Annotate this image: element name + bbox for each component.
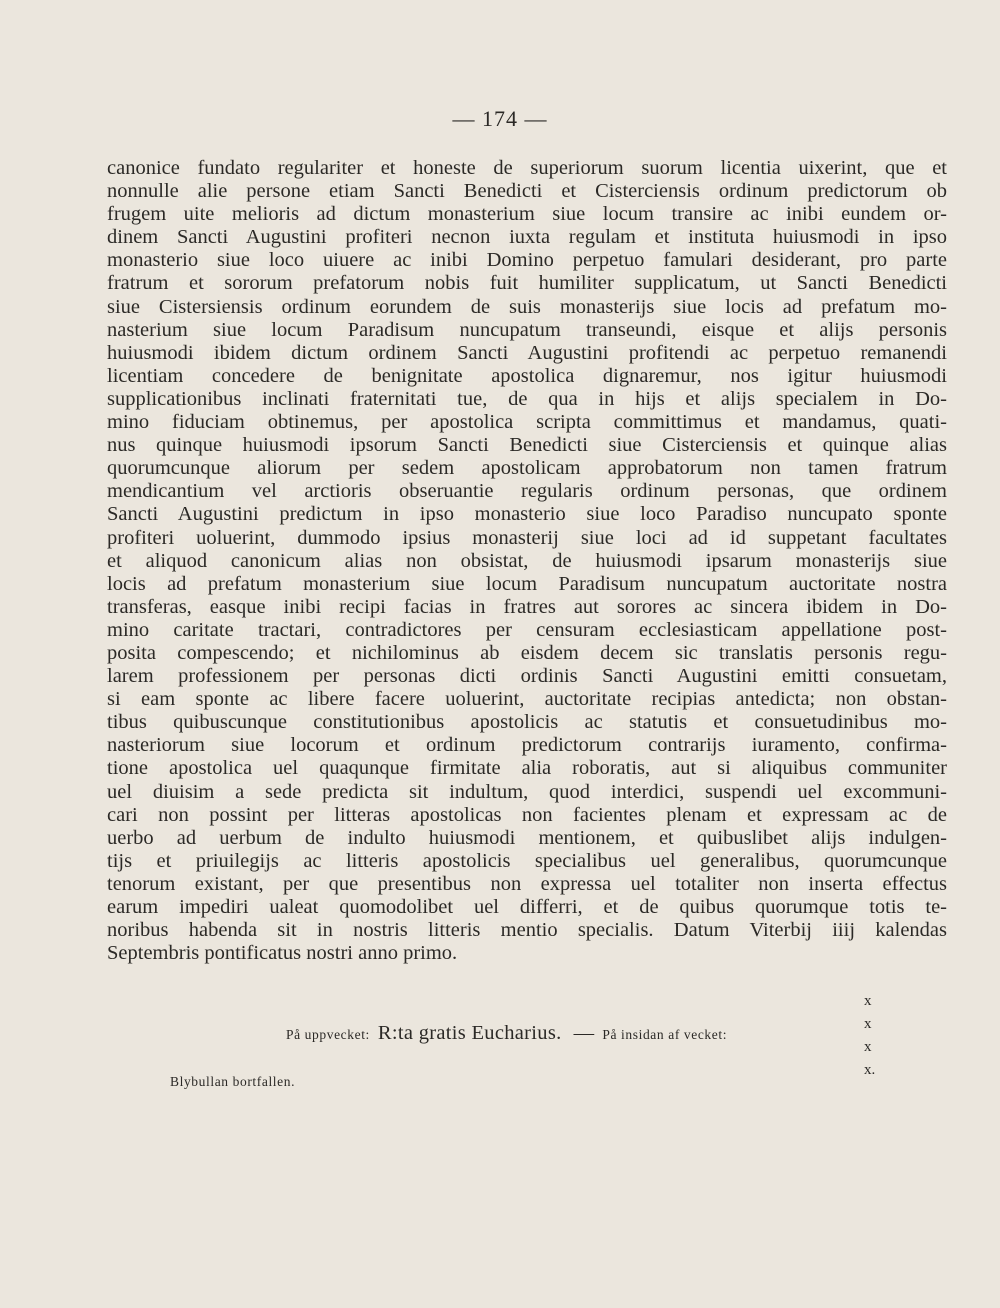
endorsement-label-inside: På insidan af vecket: [602, 1027, 728, 1042]
text-line: nasterium siue locum Paradisum nuncupatum transeundi, eisque et alijs personis [107, 318, 947, 341]
marks-column [864, 990, 888, 1082]
text-line: uel diuisim a sede predicta sit indultum, quod interdici, suspendi uel excommuni- [107, 780, 947, 803]
mark: x [864, 993, 872, 1009]
text-line: profiteri uoluerint, dummodo ipsius monasterij siue loci ad id suppetant facultates [107, 526, 947, 549]
text-line: tione apostolica uel quaqunque firmitate alia roboratis, aut si aliquibus communiter [107, 757, 947, 780]
text-line: mino caritate tractari, contradictores per censuram ecclesiasticam appellatione post- [107, 618, 947, 641]
text-line: et aliquod canonicum alias non obsistat, de huiusmodi ipsarum monasterijs siue [107, 549, 947, 572]
text-line: tijs et priuilegijs ac litteris apostolicis specialibus uel generalibus, quorumcunque [107, 849, 947, 872]
seal-note: Blybullan bortfallen. [170, 1074, 296, 1089]
page-number: — 174 — [452, 106, 548, 131]
text-line: fratrum et sororum prefatorum nobis fuit humiliter supplicatum, ut Sancti Benedicti [107, 272, 947, 295]
text-line: Septembris pontificatus nostri anno primo. [107, 942, 458, 965]
endorsement [286, 1022, 727, 1045]
endorsement-label-outside: På uppvecket: [286, 1027, 370, 1042]
text-line: tenorum existant, per que presentibus non expressa uel totaliter non inserta effectus [107, 872, 947, 895]
text-line: licentiam concedere de benignitate apostolica dignaremur, nos igitur huiusmodi [107, 364, 947, 387]
text-line: nonnulle alie persone etiam Sancti Benedicti et Cisterciensis ordinum predictorum ob [107, 180, 947, 203]
text-line: si eam sponte ac libere facere uoluerint, auctoritate recipias antedicta; non obstan- [107, 688, 947, 711]
text-line: supplicationibus inclinati fraternitati tue, de qua in hijs et alijs specialem in Do- [107, 387, 947, 410]
text-line: canonice fundato regulariter et honeste de superiorum suorum licentia uixerint, que et [107, 157, 947, 179]
mark: x [864, 1039, 872, 1055]
text-line: frugem uite melioris ad dictum monasterium siue locum transire ac inibi eundem or- [107, 203, 947, 226]
text-line: Sancti Augustini predictum in ipso monasterio siue loco Paradiso nuncupato sponte [107, 503, 947, 526]
mark: x [864, 1016, 872, 1032]
text-line: nasteriorum siue locorum et ordinum predictorum contrarijs iuramento, confirma- [107, 734, 947, 757]
text-line: larem professionem per personas dicti ordinis Sancti Augustini emitti consuetam, [107, 665, 947, 688]
endorsement-text: R:ta gratis Eucharius. [377, 1022, 562, 1044]
text-line: dinem Sancti Augustini profiteri necnon iuxta regulam et instituta huiusmodi in ipso [107, 226, 947, 249]
text-line: transferas, easque inibi recipi facias in fratres aut sorores ac sincera ibidem in Do- [107, 595, 947, 618]
text-line: nus quinque huiusmodi ipsorum Sancti Benedicti siue Cisterciensis et quinque alias [107, 434, 947, 457]
text-line: huiusmodi ibidem dictum ordinem Sancti Augustini profitendi ac perpetuo remanendi [107, 341, 947, 364]
text-line: quorumcunque aliorum per sedem apostolicam approbatorum non tamen fratrum [107, 457, 947, 480]
text-line: locis ad prefatum monasterium siue locum Paradisum nuncupatum auctoritate nostra [107, 572, 947, 595]
endorsement-dash: — [573, 1022, 595, 1044]
mark: x. [864, 1062, 876, 1078]
text-line: mino fiduciam obtinemus, per apostolica scripta committimus et mandamus, quati- [107, 411, 947, 434]
text-line: earum impediri ualeat quomodolibet uel differri, et de quibus quorumque totis te- [107, 896, 947, 918]
text-line: tibus quibuscunque constitutionibus apostolicis ac statutis et consuetudinibus mo- [107, 711, 947, 734]
text-line: posita compescendo; et nichilominus ab eisdem decem sic translatis personis regu- [107, 641, 947, 664]
text-line: cari non possint per litteras apostolicas non facientes plenam et expressam ac de [107, 803, 947, 826]
text-line: monasterio siue loco uiuere ac inibi Domino perpetuo famulari desiderant, pro parte [107, 249, 947, 272]
text-line: mendicantium vel arctioris obseruantie regularis ordinum personas, que ordinem [107, 480, 947, 503]
text-line: siue Cistersiensis ordinum eorundem de suis monasterijs siue locis ad prefatum mo- [107, 295, 947, 318]
text-line: uerbo ad uerbum de indulto huiusmodi mentionem, et quibuslibet alijs indulgen- [107, 826, 947, 849]
text-line: noribus habenda sit in nostris litteris mentio specialis. Datum Viterbij iiij kalendas [107, 919, 947, 942]
body-text [107, 157, 947, 965]
